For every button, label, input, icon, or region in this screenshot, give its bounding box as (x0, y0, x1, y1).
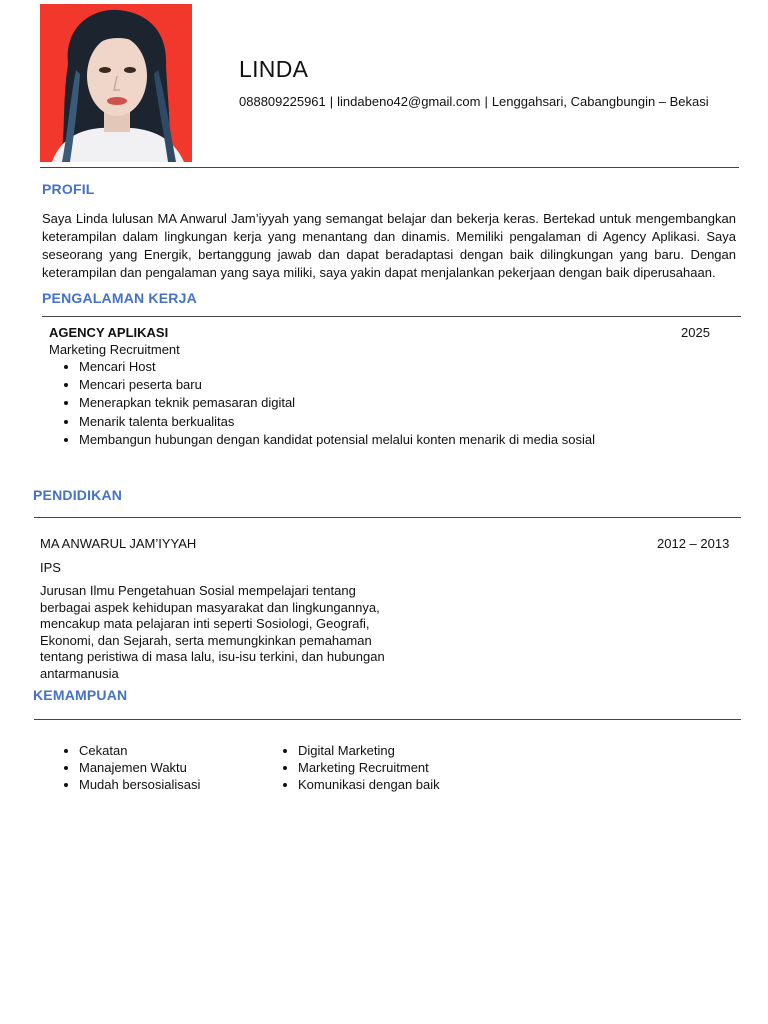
list-item: • Marketing Recruitment (298, 759, 440, 776)
education-section-title: PENDIDIKAN (33, 487, 123, 503)
skills-section-title: KEMAMPUAN (33, 687, 128, 703)
contact-line (239, 94, 709, 109)
experience-section-title: PENGALAMAN KERJA (42, 290, 197, 306)
job-year: 2025 (681, 325, 710, 340)
list-item: • Mencari peserta baru (79, 376, 595, 394)
list-item: • Menerapkan teknik pemasaran digital (79, 394, 595, 412)
skills-divider (34, 719, 741, 720)
profile-section-title: PROFIL (42, 181, 95, 197)
list-item: • Komunikasi dengan baik (298, 776, 440, 793)
list-item: • Manajemen Waktu (79, 759, 200, 776)
list-item: • Cekatan (79, 742, 200, 759)
education-years: 2012 – 2013 (657, 536, 730, 551)
education-major: IPS (40, 560, 61, 575)
profile-photo-graphic (40, 4, 192, 162)
candidate-name: LINDA (239, 56, 309, 82)
job-task-list (62, 358, 595, 449)
job-role: Marketing Recruitment (49, 342, 180, 357)
skills-list-right (281, 742, 440, 793)
list-item: • Digital Marketing (298, 742, 440, 759)
list-item: • Membangun hubungan dengan kandidat potensial melalui konten menarik di media sosial (79, 431, 595, 449)
profile-photo (40, 4, 192, 162)
phone-number: 088809225961 (239, 94, 326, 109)
skills-list-left (62, 742, 200, 793)
profile-summary: Saya Linda lulusan MA Anwarul Jam’iyyah yang semangat belajar dan bekerja keras. Bertekad untuk mengembangkan keterampilan dalam lingkungan kerja yang menantang dan dinamis. Memiliki pengalaman di Agency Aplikasi. Saya seseorang yang Energik, bertanggung jawab dan dapat beradaptasi dengan baik dilingkungan yang baru. Dengan keterampilan dan pengalaman yang saya miliki, saya yakin dapat menjalankan pekerjaan dengan baik diperusahaan. (42, 211, 736, 280)
list-item: • Mudah bersosialisasi (79, 776, 200, 793)
education-description: Jurusan Ilmu Pengetahuan Sosial mempelajari tentang berbagai aspek kehidupan masyarakat dan lingkungannya, mencakup mata pelajaran inti seperti Sosiologi, Geografi, Ekonomi, dan Sejarah, serta memungkinkan pemahaman tentang peristiwa di masa lalu, isu-isu terkini, dan hubungan antarmanusia (40, 583, 385, 681)
job-company: AGENCY APLIKASI (49, 325, 169, 340)
separator: | (484, 94, 488, 109)
home-address: Lenggahsari, Cabangbungin – Bekasi (491, 94, 709, 109)
list-item: • Mencari Host (79, 358, 595, 376)
experience-divider (42, 316, 741, 317)
header-divider (40, 167, 739, 168)
education-divider (34, 517, 741, 518)
school-name: MA ANWARUL JAM’IYYAH (40, 536, 197, 551)
list-item: • Menarik talenta berkualitas (79, 413, 595, 431)
email-address: lindabeno42@gmail.com (337, 94, 481, 109)
separator: | (329, 94, 334, 109)
